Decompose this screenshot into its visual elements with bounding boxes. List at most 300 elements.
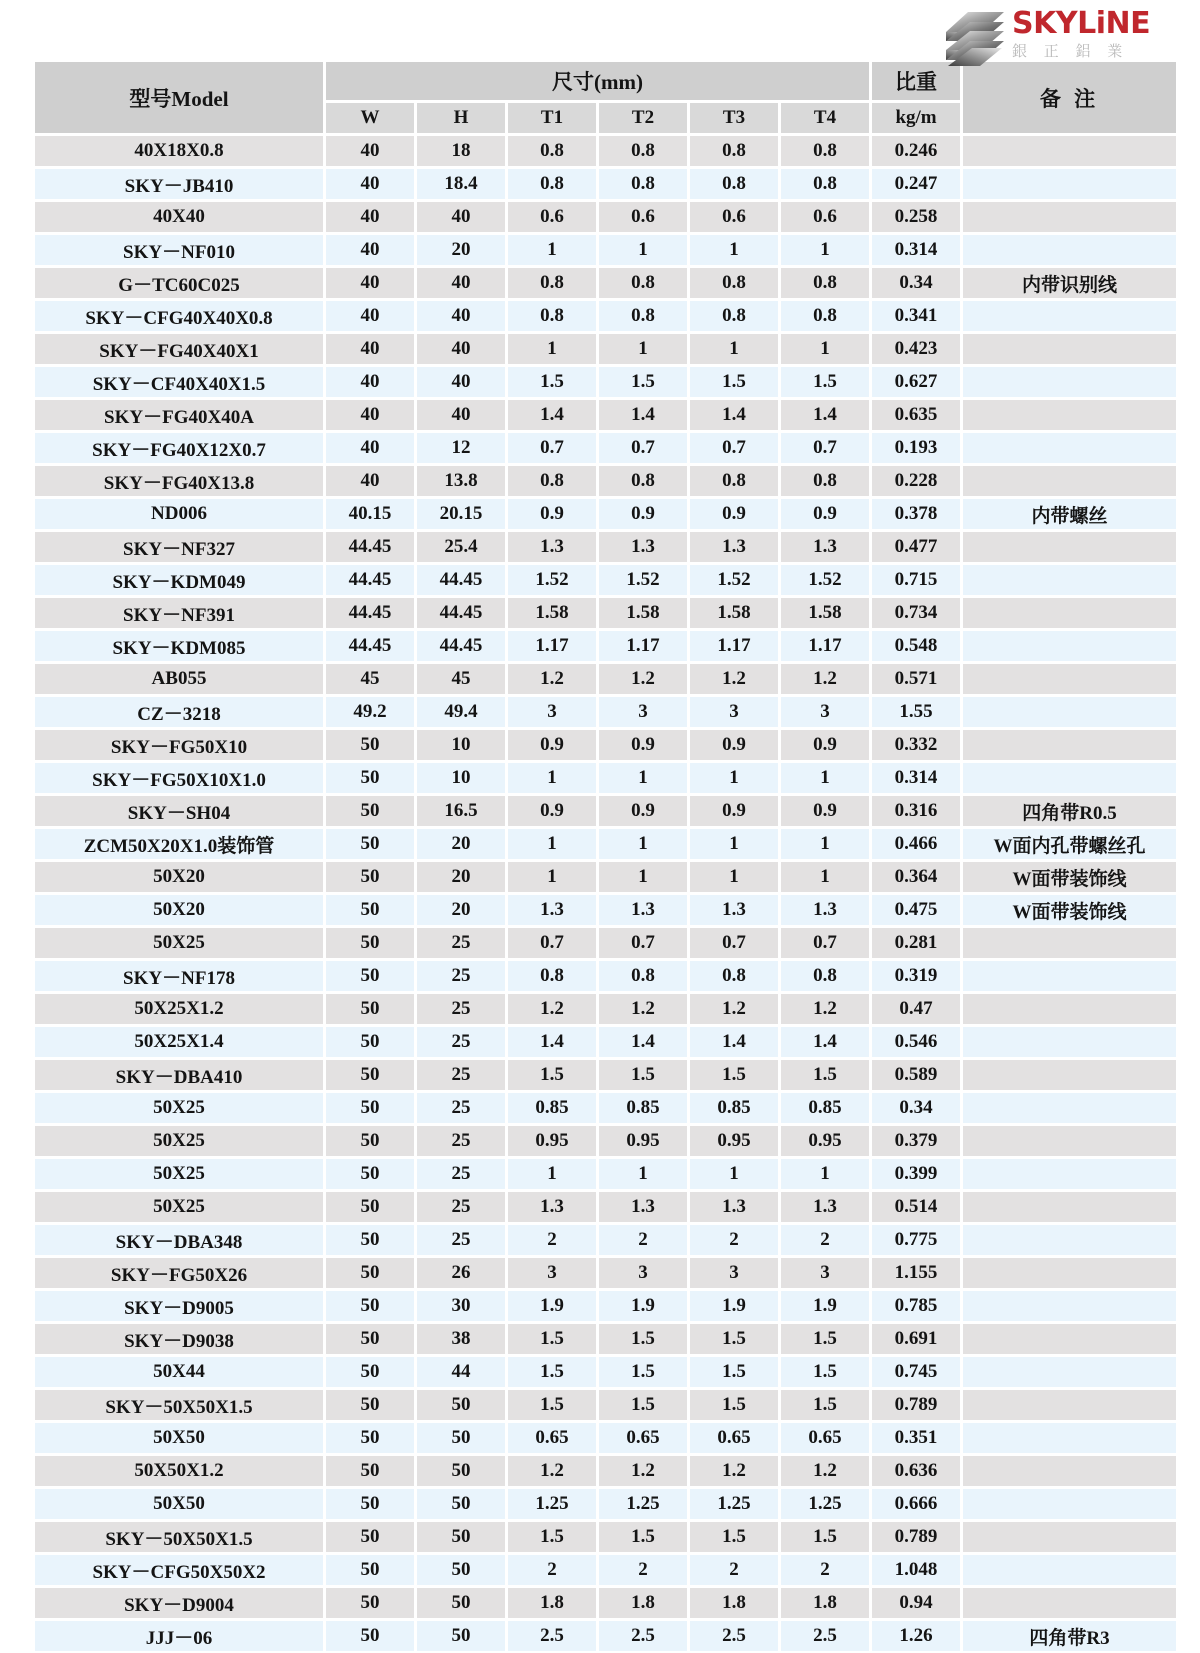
- cell-t2: 1.25: [598, 1488, 688, 1520]
- cell-t1: 1.5: [507, 1521, 597, 1553]
- cell-remark: W面内孔带螺丝孔: [962, 828, 1177, 860]
- cell-h: 44.45: [416, 597, 506, 629]
- cell-t1: 1.2: [507, 663, 597, 695]
- cell-t1: 0.8: [507, 465, 597, 497]
- cell-t1: 1: [507, 861, 597, 893]
- cell-h: 40: [416, 201, 506, 233]
- cell-t3: 0.8: [689, 267, 779, 299]
- cell-remark: [962, 993, 1177, 1025]
- cell-t4: 0.8: [780, 960, 870, 992]
- cell-t4: 0.7: [780, 432, 870, 464]
- cell-t4: 1.5: [780, 1059, 870, 1091]
- cell-kg-per-m: 0.691: [871, 1323, 961, 1355]
- cell-t2: 1.5: [598, 1356, 688, 1388]
- cell-t3: 0.6: [689, 201, 779, 233]
- cell-remark: [962, 564, 1177, 596]
- cell-w: 50: [325, 1257, 415, 1289]
- cell-remark: [962, 1224, 1177, 1256]
- cell-w: 49.2: [325, 696, 415, 728]
- cell-t4: 1.52: [780, 564, 870, 596]
- cell-t1: 0.85: [507, 1092, 597, 1124]
- cell-h: 25: [416, 1059, 506, 1091]
- cell-remark: [962, 1323, 1177, 1355]
- cell-t1: 0.9: [507, 795, 597, 827]
- cell-kg-per-m: 0.246: [871, 135, 961, 167]
- cell-kg-per-m: 0.475: [871, 894, 961, 926]
- cell-model: AB055: [34, 663, 324, 695]
- cell-t2: 1: [598, 333, 688, 365]
- cell-t2: 1: [598, 828, 688, 860]
- cell-w: 50: [325, 1356, 415, 1388]
- cell-t2: 1.58: [598, 597, 688, 629]
- cell-model: 50X25: [34, 1125, 324, 1157]
- cell-model: SKY－FG40X13.8: [34, 465, 324, 497]
- cell-t4: 3: [780, 696, 870, 728]
- specification-table: [33, 60, 1178, 1653]
- cell-w: 50: [325, 927, 415, 959]
- cell-model: SKY－KDM049: [34, 564, 324, 596]
- cell-kg-per-m: 0.635: [871, 399, 961, 431]
- cell-t4: 1.5: [780, 1356, 870, 1388]
- cell-t1: 3: [507, 696, 597, 728]
- skyline-chevron-logo-icon: [944, 10, 1006, 68]
- cell-t2: 1.3: [598, 531, 688, 563]
- cell-t4: 1: [780, 762, 870, 794]
- cell-kg-per-m: 0.546: [871, 1026, 961, 1058]
- cell-t1: 1: [507, 234, 597, 266]
- cell-t3: 1.3: [689, 894, 779, 926]
- cell-t3: 1.3: [689, 531, 779, 563]
- cell-kg-per-m: 0.34: [871, 1092, 961, 1124]
- cell-w: 40: [325, 135, 415, 167]
- cell-t3: 1.2: [689, 993, 779, 1025]
- cell-model: 50X25X1.4: [34, 1026, 324, 1058]
- cell-t1: 0.65: [507, 1422, 597, 1454]
- cell-kg-per-m: 1.55: [871, 696, 961, 728]
- cell-t2: 1.3: [598, 894, 688, 926]
- cell-model: 50X50: [34, 1488, 324, 1520]
- cell-kg-per-m: 0.247: [871, 168, 961, 200]
- cell-model: 50X50X1.2: [34, 1455, 324, 1487]
- cell-t3: 2.5: [689, 1620, 779, 1652]
- cell-t3: 1.5: [689, 366, 779, 398]
- cell-t3: 1.4: [689, 1026, 779, 1058]
- cell-t4: 1.3: [780, 894, 870, 926]
- cell-t3: 1: [689, 333, 779, 365]
- cell-model: SKY－CFG40X40X0.8: [34, 300, 324, 332]
- cell-h: 18: [416, 135, 506, 167]
- cell-w: 40: [325, 432, 415, 464]
- table-row: [34, 795, 1177, 827]
- cell-w: 50: [325, 1224, 415, 1256]
- cell-t2: 0.65: [598, 1422, 688, 1454]
- cell-t4: 1.9: [780, 1290, 870, 1322]
- cell-remark: [962, 168, 1177, 200]
- cell-t3: 3: [689, 696, 779, 728]
- header-t4: T4: [780, 102, 870, 134]
- cell-t3: 2: [689, 1554, 779, 1586]
- cell-kg-per-m: 0.589: [871, 1059, 961, 1091]
- cell-t1: 1.3: [507, 1191, 597, 1223]
- cell-t1: 0.8: [507, 168, 597, 200]
- cell-h: 13.8: [416, 465, 506, 497]
- table-header: [34, 61, 1177, 134]
- cell-t4: 0.85: [780, 1092, 870, 1124]
- table-row: [34, 696, 1177, 728]
- table-row: [34, 399, 1177, 431]
- table-row: [34, 135, 1177, 167]
- cell-model: 50X25: [34, 1092, 324, 1124]
- cell-model: G－TC60C025: [34, 267, 324, 299]
- cell-w: 40: [325, 234, 415, 266]
- cell-model: SKY－D9004: [34, 1587, 324, 1619]
- cell-t4: 0.9: [780, 498, 870, 530]
- cell-t3: 0.9: [689, 498, 779, 530]
- cell-h: 25.4: [416, 531, 506, 563]
- cell-t1: 1.5: [507, 1059, 597, 1091]
- cell-t2: 0.9: [598, 795, 688, 827]
- cell-t3: 1.5: [689, 1521, 779, 1553]
- cell-kg-per-m: 0.319: [871, 960, 961, 992]
- cell-h: 44.45: [416, 630, 506, 662]
- header-t2: T2: [598, 102, 688, 134]
- cell-model: SKY－DBA410: [34, 1059, 324, 1091]
- cell-t2: 1.8: [598, 1587, 688, 1619]
- cell-h: 18.4: [416, 168, 506, 200]
- cell-remark: [962, 1455, 1177, 1487]
- cell-remark: [962, 1389, 1177, 1421]
- cell-kg-per-m: 0.477: [871, 531, 961, 563]
- cell-w: 50: [325, 894, 415, 926]
- cell-t2: 1.5: [598, 1059, 688, 1091]
- cell-remark: [962, 399, 1177, 431]
- cell-t1: 0.6: [507, 201, 597, 233]
- table-row: [34, 960, 1177, 992]
- cell-w: 50: [325, 1158, 415, 1190]
- cell-t4: 1.5: [780, 1323, 870, 1355]
- cell-kg-per-m: 0.636: [871, 1455, 961, 1487]
- cell-t2: 1.17: [598, 630, 688, 662]
- table-row: [34, 630, 1177, 662]
- cell-t3: 1: [689, 234, 779, 266]
- cell-t2: 2: [598, 1554, 688, 1586]
- cell-kg-per-m: 0.466: [871, 828, 961, 860]
- cell-t1: 1.3: [507, 531, 597, 563]
- cell-model: SKY－50X50X1.5: [34, 1389, 324, 1421]
- cell-kg-per-m: 1.048: [871, 1554, 961, 1586]
- cell-t2: 1.9: [598, 1290, 688, 1322]
- cell-remark: [962, 1125, 1177, 1157]
- cell-t1: 0.9: [507, 729, 597, 761]
- cell-t4: 1.4: [780, 399, 870, 431]
- cell-h: 40: [416, 267, 506, 299]
- cell-t1: 1.5: [507, 1356, 597, 1388]
- table-row: [34, 267, 1177, 299]
- cell-w: 40: [325, 399, 415, 431]
- cell-model: SKY－NF391: [34, 597, 324, 629]
- cell-t1: 1.8: [507, 1587, 597, 1619]
- cell-remark: [962, 234, 1177, 266]
- cell-t4: 1.17: [780, 630, 870, 662]
- cell-model: SKY－FG40X12X0.7: [34, 432, 324, 464]
- cell-h: 20: [416, 861, 506, 893]
- cell-kg-per-m: 0.514: [871, 1191, 961, 1223]
- cell-kg-per-m: 0.94: [871, 1587, 961, 1619]
- cell-t2: 1.2: [598, 993, 688, 1025]
- table-row: [34, 1521, 1177, 1553]
- cell-model: SKY－KDM085: [34, 630, 324, 662]
- cell-h: 26: [416, 1257, 506, 1289]
- cell-t1: 1.5: [507, 1323, 597, 1355]
- cell-t3: 0.65: [689, 1422, 779, 1454]
- table-row: [34, 1224, 1177, 1256]
- table-row: [34, 564, 1177, 596]
- cell-remark: [962, 465, 1177, 497]
- cell-t4: 1.8: [780, 1587, 870, 1619]
- cell-w: 50: [325, 1587, 415, 1619]
- cell-w: 44.45: [325, 630, 415, 662]
- cell-kg-per-m: 0.666: [871, 1488, 961, 1520]
- table-row: [34, 1323, 1177, 1355]
- cell-kg-per-m: 0.378: [871, 498, 961, 530]
- cell-h: 50: [416, 1455, 506, 1487]
- cell-w: 40: [325, 267, 415, 299]
- cell-kg-per-m: 1.155: [871, 1257, 961, 1289]
- cell-t4: 1: [780, 234, 870, 266]
- cell-t4: 1.5: [780, 366, 870, 398]
- table-row: [34, 1191, 1177, 1223]
- cell-t2: 1.4: [598, 1026, 688, 1058]
- cell-kg-per-m: 0.734: [871, 597, 961, 629]
- cell-t1: 0.8: [507, 960, 597, 992]
- table-row: [34, 1455, 1177, 1487]
- cell-kg-per-m: 0.548: [871, 630, 961, 662]
- cell-h: 25: [416, 1092, 506, 1124]
- cell-t3: 1.5: [689, 1059, 779, 1091]
- cell-h: 12: [416, 432, 506, 464]
- cell-w: 50: [325, 795, 415, 827]
- cell-t2: 1.2: [598, 1455, 688, 1487]
- cell-h: 50: [416, 1554, 506, 1586]
- cell-kg-per-m: 0.351: [871, 1422, 961, 1454]
- cell-w: 44.45: [325, 564, 415, 596]
- cell-kg-per-m: 0.341: [871, 300, 961, 332]
- cell-t1: 0.7: [507, 927, 597, 959]
- cell-w: 45: [325, 663, 415, 695]
- cell-t4: 0.9: [780, 795, 870, 827]
- table-row: [34, 300, 1177, 332]
- cell-t1: 0.9: [507, 498, 597, 530]
- cell-t4: 2.5: [780, 1620, 870, 1652]
- cell-t4: 1: [780, 861, 870, 893]
- cell-remark: [962, 531, 1177, 563]
- cell-remark: [962, 300, 1177, 332]
- cell-t4: 1.3: [780, 1191, 870, 1223]
- cell-h: 50: [416, 1620, 506, 1652]
- cell-t1: 1.4: [507, 399, 597, 431]
- cell-t3: 1.5: [689, 1323, 779, 1355]
- cell-remark: [962, 1488, 1177, 1520]
- cell-t3: 1.2: [689, 1455, 779, 1487]
- cell-model: 40X18X0.8: [34, 135, 324, 167]
- cell-w: 50: [325, 861, 415, 893]
- cell-w: 50: [325, 1488, 415, 1520]
- header-h: H: [416, 102, 506, 134]
- cell-t1: 0.7: [507, 432, 597, 464]
- cell-t3: 1.4: [689, 399, 779, 431]
- table-row: [34, 993, 1177, 1025]
- cell-remark: [962, 1356, 1177, 1388]
- table-row: [34, 894, 1177, 926]
- cell-h: 40: [416, 399, 506, 431]
- cell-w: 50: [325, 1092, 415, 1124]
- cell-remark: [962, 696, 1177, 728]
- cell-model: SKY－50X50X1.5: [34, 1521, 324, 1553]
- cell-remark: W面带装饰线: [962, 861, 1177, 893]
- cell-t3: 0.8: [689, 168, 779, 200]
- header-w: W: [325, 102, 415, 134]
- cell-t2: 0.8: [598, 267, 688, 299]
- cell-h: 40: [416, 333, 506, 365]
- table-row: [34, 1158, 1177, 1190]
- table-row: [34, 432, 1177, 464]
- cell-h: 25: [416, 1026, 506, 1058]
- cell-model: 50X25: [34, 927, 324, 959]
- cell-h: 20: [416, 234, 506, 266]
- cell-remark: [962, 663, 1177, 695]
- cell-kg-per-m: 1.26: [871, 1620, 961, 1652]
- cell-t3: 0.8: [689, 300, 779, 332]
- cell-h: 16.5: [416, 795, 506, 827]
- cell-kg-per-m: 0.627: [871, 366, 961, 398]
- cell-t2: 1.3: [598, 1191, 688, 1223]
- cell-model: SKY－NF178: [34, 960, 324, 992]
- cell-model: SKY－FG50X10X1.0: [34, 762, 324, 794]
- cell-w: 40: [325, 168, 415, 200]
- cell-t2: 0.6: [598, 201, 688, 233]
- cell-h: 20.15: [416, 498, 506, 530]
- cell-remark: [962, 201, 1177, 233]
- cell-w: 44.45: [325, 531, 415, 563]
- cell-remark: [962, 927, 1177, 959]
- cell-t3: 1.5: [689, 1389, 779, 1421]
- cell-model: 50X20: [34, 861, 324, 893]
- cell-model: 50X20: [34, 894, 324, 926]
- logo-wordmark: SKYLiNE: [1012, 6, 1151, 41]
- cell-t2: 0.8: [598, 465, 688, 497]
- table-row: [34, 1059, 1177, 1091]
- cell-w: 40: [325, 465, 415, 497]
- cell-kg-per-m: 0.789: [871, 1521, 961, 1553]
- cell-model: SKY－JB410: [34, 168, 324, 200]
- cell-h: 50: [416, 1521, 506, 1553]
- cell-t4: 1.5: [780, 1389, 870, 1421]
- cell-t4: 0.9: [780, 729, 870, 761]
- cell-t1: 0.95: [507, 1125, 597, 1157]
- cell-t3: 1.9: [689, 1290, 779, 1322]
- cell-remark: [962, 729, 1177, 761]
- table-row: [34, 1092, 1177, 1124]
- cell-t1: 1.52: [507, 564, 597, 596]
- cell-w: 50: [325, 1455, 415, 1487]
- cell-h: 38: [416, 1323, 506, 1355]
- cell-w: 44.45: [325, 597, 415, 629]
- cell-kg-per-m: 0.785: [871, 1290, 961, 1322]
- cell-t2: 0.85: [598, 1092, 688, 1124]
- cell-t2: 1.4: [598, 399, 688, 431]
- logo-subtext: 銀 正 鋁 業: [1012, 42, 1129, 60]
- cell-t4: 0.8: [780, 300, 870, 332]
- cell-w: 50: [325, 1191, 415, 1223]
- table-row: [34, 1488, 1177, 1520]
- table-row: [34, 531, 1177, 563]
- cell-model: 50X50: [34, 1422, 324, 1454]
- cell-t2: 0.9: [598, 498, 688, 530]
- cell-t2: 1.5: [598, 1389, 688, 1421]
- cell-t3: 0.7: [689, 432, 779, 464]
- cell-model: SKY－NF327: [34, 531, 324, 563]
- cell-t4: 1.25: [780, 1488, 870, 1520]
- cell-t1: 1.5: [507, 1389, 597, 1421]
- cell-t1: 0.8: [507, 300, 597, 332]
- cell-t2: 0.8: [598, 960, 688, 992]
- cell-t4: 1.2: [780, 993, 870, 1025]
- cell-kg-per-m: 0.364: [871, 861, 961, 893]
- cell-w: 50: [325, 1521, 415, 1553]
- cell-t3: 1: [689, 762, 779, 794]
- cell-remark: [962, 432, 1177, 464]
- cell-t4: 2: [780, 1224, 870, 1256]
- cell-t1: 1: [507, 333, 597, 365]
- cell-t4: 1: [780, 1158, 870, 1190]
- cell-t2: 0.9: [598, 729, 688, 761]
- cell-model: SKY－FG40X40X1: [34, 333, 324, 365]
- cell-w: 50: [325, 1290, 415, 1322]
- cell-kg-per-m: 0.332: [871, 729, 961, 761]
- cell-remark: [962, 1092, 1177, 1124]
- cell-t4: 1.3: [780, 531, 870, 563]
- cell-t4: 0.8: [780, 135, 870, 167]
- cell-remark: [962, 1587, 1177, 1619]
- cell-h: 30: [416, 1290, 506, 1322]
- cell-t4: 0.6: [780, 201, 870, 233]
- cell-t3: 0.9: [689, 729, 779, 761]
- cell-h: 25: [416, 993, 506, 1025]
- cell-remark: [962, 630, 1177, 662]
- cell-remark: [962, 1158, 1177, 1190]
- table-row: [34, 168, 1177, 200]
- cell-remark: 四角带R0.5: [962, 795, 1177, 827]
- header-model: 型号Model: [34, 61, 324, 134]
- cell-w: 40: [325, 366, 415, 398]
- cell-model: 40X40: [34, 201, 324, 233]
- cell-t1: 1.2: [507, 1455, 597, 1487]
- cell-model: JJJ－06: [34, 1620, 324, 1652]
- cell-w: 50: [325, 762, 415, 794]
- table-row: [34, 234, 1177, 266]
- cell-t1: 1.25: [507, 1488, 597, 1520]
- cell-t3: 0.8: [689, 135, 779, 167]
- cell-model: SKY－D9005: [34, 1290, 324, 1322]
- cell-t3: 0.85: [689, 1092, 779, 1124]
- cell-h: 25: [416, 1191, 506, 1223]
- cell-t1: 1: [507, 1158, 597, 1190]
- cell-kg-per-m: 0.258: [871, 201, 961, 233]
- header-t3: T3: [689, 102, 779, 134]
- table-row: [34, 1290, 1177, 1322]
- cell-model: SKY－FG50X10: [34, 729, 324, 761]
- cell-t3: 1.2: [689, 663, 779, 695]
